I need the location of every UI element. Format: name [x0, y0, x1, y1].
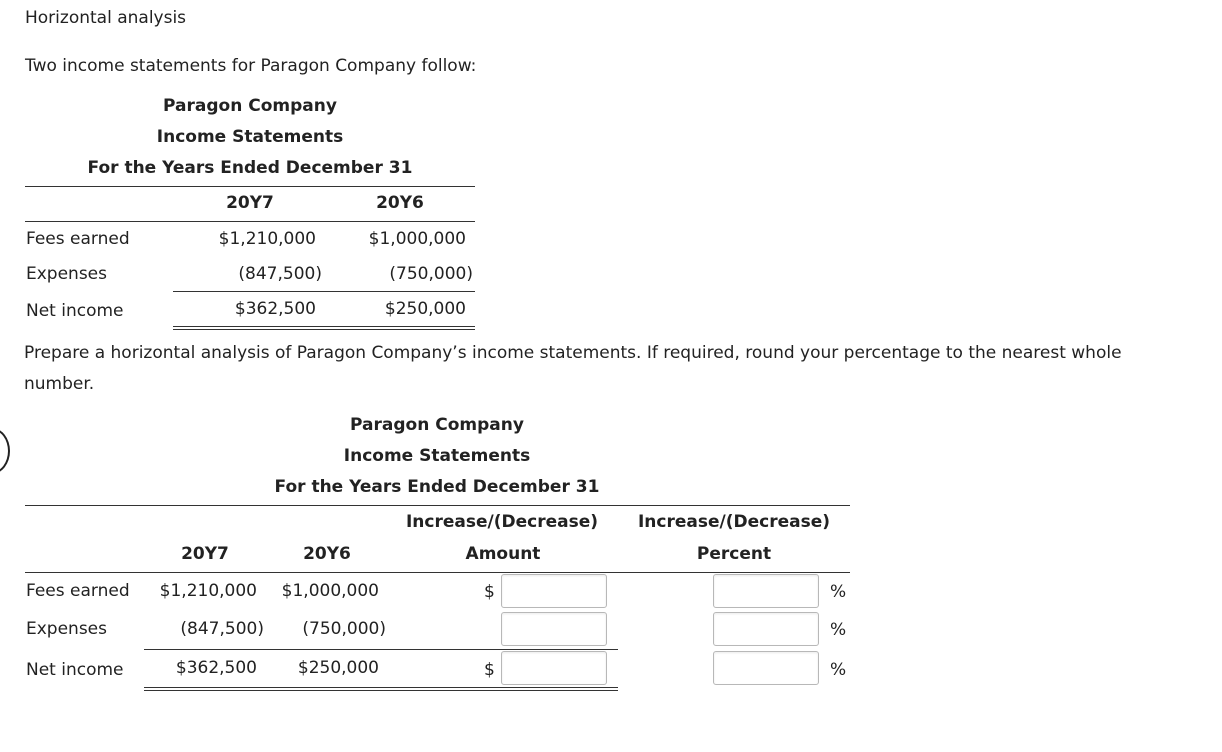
answer-total-double-rule	[144, 687, 618, 691]
answer-header-rule	[25, 505, 850, 506]
side-circle-indicator	[0, 428, 10, 474]
answer-value: (847,500)	[180, 619, 264, 639]
answer-column-rule	[25, 572, 850, 573]
answer-col-20y7: 20Y7	[181, 544, 229, 564]
given-row-label: Fees earned	[26, 229, 130, 249]
given-period: For the Years Ended December 31	[87, 158, 413, 178]
answer-period: For the Years Ended December 31	[274, 477, 600, 497]
percent-header-top: Increase/(Decrease)	[637, 512, 831, 532]
percent-input-net-income[interactable]	[713, 651, 819, 685]
amount-header-bottom: Amount	[465, 544, 541, 564]
percent-input-fees-earned[interactable]	[713, 574, 819, 608]
given-value: $250,000	[384, 299, 466, 319]
given-statement-name: Income Statements	[156, 127, 344, 147]
instructions-line-2: number.	[24, 374, 95, 394]
given-value: $1,000,000	[368, 229, 466, 249]
instructions-line-1: Prepare a horizontal analysis of Paragon Company’s income statements. If required, round your percentage to the nearest whole	[24, 343, 1122, 363]
answer-value: $1,210,000	[159, 581, 257, 601]
answer-row-label: Expenses	[26, 619, 107, 639]
given-value: (847,500)	[238, 264, 322, 284]
given-row-label: Net income	[26, 301, 124, 321]
answer-row-label: Fees earned	[26, 581, 130, 601]
answer-statement-name: Income Statements	[343, 446, 531, 466]
percent-input-expenses[interactable]	[713, 612, 819, 646]
amount-header-top: Increase/(Decrease)	[405, 512, 599, 532]
given-value: (750,000)	[389, 264, 473, 284]
given-value: $1,210,000	[218, 229, 316, 249]
answer-row-label: Net income	[26, 660, 124, 680]
percent-header-bottom: Percent	[696, 544, 772, 564]
percent-sign: %	[830, 660, 847, 680]
percent-sign: %	[830, 582, 847, 602]
page-title: Horizontal analysis	[25, 8, 187, 28]
currency-sign: $	[484, 582, 495, 602]
given-col-20y6: 20Y6	[376, 193, 424, 213]
given-subtotal-rule	[173, 291, 475, 292]
percent-sign: %	[830, 620, 847, 640]
answer-col-20y6: 20Y6	[303, 544, 351, 564]
given-total-double-rule	[173, 326, 475, 330]
answer-subtotal-rule	[144, 649, 618, 650]
answer-value: $250,000	[297, 658, 379, 678]
intro-text: Two income statements for Paragon Company follow:	[25, 56, 477, 76]
answer-company-name: Paragon Company	[350, 415, 524, 435]
answer-value: $362,500	[175, 658, 257, 678]
given-col-20y7: 20Y7	[226, 193, 274, 213]
answer-value: (750,000)	[302, 619, 386, 639]
answer-value: $1,000,000	[281, 581, 379, 601]
amount-input-fees-earned[interactable]	[501, 574, 607, 608]
amount-input-expenses[interactable]	[501, 612, 607, 646]
given-value: $362,500	[234, 299, 316, 319]
currency-sign: $	[484, 660, 495, 680]
given-company-name: Paragon Company	[163, 96, 337, 116]
given-column-rule	[25, 221, 475, 222]
amount-input-net-income[interactable]	[501, 651, 607, 685]
given-row-label: Expenses	[26, 264, 107, 284]
given-header-rule	[25, 186, 475, 187]
